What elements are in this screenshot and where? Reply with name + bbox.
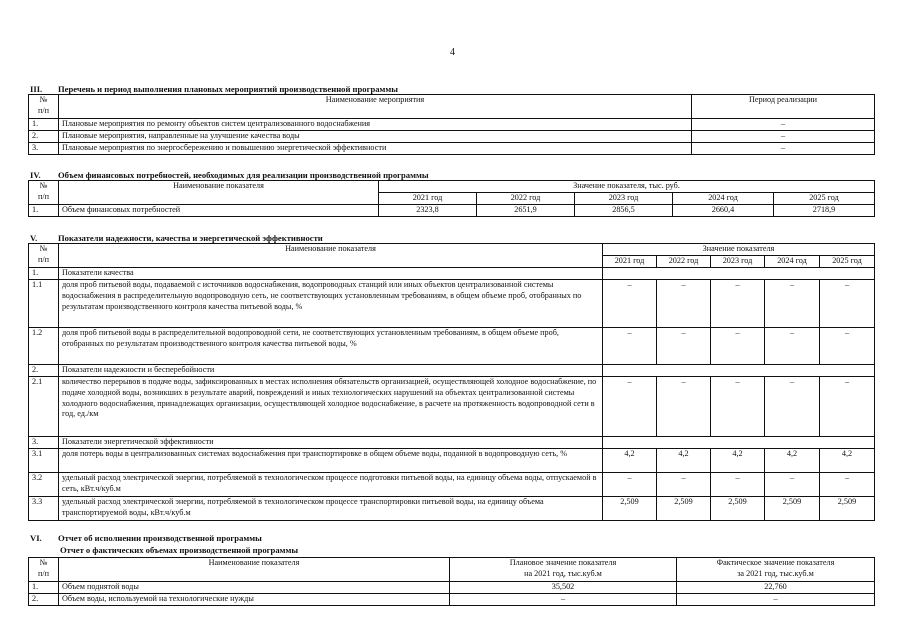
value-cell: – [603,473,657,497]
row-name: Плановые мероприятия по ремонту объектов систем централизованного водоснабжения [59,119,692,131]
col-header-number: № п/п [29,244,59,268]
value-cell: – [765,377,820,437]
value-cell: – [765,473,820,497]
value-cell: – [603,328,657,365]
group-empty-cell [603,365,875,377]
group-row [29,365,875,377]
group-row [29,437,875,449]
value-cell: – [711,473,765,497]
col-header-period: Период реализации [692,95,875,119]
value-cell: – [603,377,657,437]
row-name: доля потерь воды в централизованных системах водоснабжения при транспортировке в общем объеме воды, поданной в водопроводную сеть, % [59,449,603,473]
value-cell: – [657,328,711,365]
year-header: 2021 год [603,256,657,268]
table-row [29,143,875,155]
value-cell: – [765,280,820,328]
value-cell: 2,509 [820,497,875,521]
table-row [29,131,875,143]
section-number: IV. [30,170,41,180]
fact-value: 22,760 [677,582,875,594]
plan-value: – [450,594,677,606]
section-6-heading [30,533,262,543]
year-header: 2025 год [774,193,875,205]
value-cell: 4,2 [820,449,875,473]
row-name: Плановые мероприятия, направленные на улучшение качества воды [59,131,692,143]
col-header-value: Значение показателя [603,244,875,256]
col-header-number: № п/п [29,95,59,119]
section-3-heading [30,84,398,94]
row-number: 2. [29,131,59,143]
row-name: Показатели качества [59,268,603,280]
value-cell: – [657,377,711,437]
row-name: Объем поднятой воды [59,582,450,594]
row-name: удельный расход электрической энергии, потребляемой в технологическом процессе подготовки питьевой воды, на единицу объема воды, отпускаемой в сеть, кВт.ч/куб.м [59,473,603,497]
col-header-name: Наименование показателя [59,244,603,268]
table-row [29,280,875,328]
year-header: 2021 год [379,193,477,205]
value-cell: – [765,328,820,365]
row-name: Объем воды, используемой на технологические нужды [59,594,450,606]
table-row [29,497,875,521]
section-5-heading [30,233,323,243]
value-cell: 2651,9 [477,205,575,217]
row-name: Плановые мероприятия по энергосбережению и повышению энергетической эффективности [59,143,692,155]
section-number: VI. [30,533,42,543]
value-cell: 2,509 [603,497,657,521]
value-cell: – [711,328,765,365]
value-cell: 4,2 [657,449,711,473]
planned-activities-table [28,94,875,155]
col-header-fact: Фактическое значение показателя за 2021 год, тыс.куб.м [677,558,875,582]
value-cell: 2,509 [711,497,765,521]
year-header: 2023 год [711,256,765,268]
section-title: Отчет об исполнении производственной программы [58,533,262,543]
value-cell: 4,2 [765,449,820,473]
row-number: 2.1 [29,377,59,437]
indicators-table [28,243,875,521]
row-number: 1.2 [29,328,59,365]
value-cell: – [820,473,875,497]
table-row [29,594,875,606]
row-number: 3. [29,143,59,155]
value-cell: – [820,377,875,437]
col-header-number: № п/п [29,181,59,205]
year-header: 2023 год [575,193,673,205]
value-cell: – [820,328,875,365]
value-cell: – [657,280,711,328]
value-cell: – [820,280,875,328]
table-row [29,119,875,131]
actual-volumes-table [28,557,875,606]
value-cell: – [603,280,657,328]
row-number: 3. [29,437,59,449]
row-number: 1. [29,268,59,280]
fact-value: – [677,594,875,606]
year-header: 2024 год [765,256,820,268]
table-row [29,205,875,217]
group-row [29,268,875,280]
section-4-heading [30,170,429,180]
financial-needs-table [28,180,875,217]
table-row [29,582,875,594]
row-number: 1. [29,205,59,217]
value-cell: – [711,377,765,437]
year-header: 2024 год [673,193,774,205]
row-name: Показатели надежности и бесперебойности [59,365,603,377]
col-header-plan: Плановое значение показателя на 2021 год, тыс.куб.м [450,558,677,582]
value-cell: 2,509 [657,497,711,521]
section-6-subtitle: Отчет о фактических объемах производственной программы [60,545,299,555]
section-number: III. [30,84,43,94]
value-cell: 4,2 [711,449,765,473]
col-header-value: Значение показателя, тыс. руб. [379,181,875,193]
section-title: Перечень и период выполнения плановых мероприятий производственной программы [58,84,398,94]
row-number: 3.2 [29,473,59,497]
value-cell: 2660,4 [673,205,774,217]
row-period: – [692,131,875,143]
plan-value: 35,502 [450,582,677,594]
row-name: удельный расход электрической энергии, потребляемой в технологическом процессе транспортировки питьевой воды, на единицу объема транспортируемой воды, кВт.ч/куб.м [59,497,603,521]
table-row [29,473,875,497]
row-number: 3.1 [29,449,59,473]
row-number: 3.3 [29,497,59,521]
year-header: 2022 год [657,256,711,268]
row-name: доля проб питьевой воды в распределительной водопроводной сети, не соответствующих установленным требованиям, в общем объеме проб, отобранных по результатам производственного контроля качества питьевой воды, % [59,328,603,365]
value-cell: – [711,280,765,328]
value-cell: 2323,8 [379,205,477,217]
page-number: 4 [450,47,455,58]
value-cell: 2856,5 [575,205,673,217]
year-header: 2022 год [477,193,575,205]
row-number: 1. [29,582,59,594]
value-cell: – [657,473,711,497]
group-empty-cell [603,437,875,449]
value-cell: 2718,9 [774,205,875,217]
col-header-name: Наименование мероприятия [59,95,692,119]
value-cell: 4,2 [603,449,657,473]
row-period: – [692,143,875,155]
row-number: 2. [29,594,59,606]
row-number: 1. [29,119,59,131]
row-name: Показатели энергетической эффективности [59,437,603,449]
section-number: V. [30,233,38,243]
table-row [29,449,875,473]
section-title: Показатели надежности, качества и энергетической эффективности [58,233,323,243]
group-empty-cell [603,268,875,280]
table-row [29,377,875,437]
row-number: 2. [29,365,59,377]
row-number: 1.1 [29,280,59,328]
row-period: – [692,119,875,131]
row-name: количество перерывов в подаче воды, зафиксированных в местах исполнения обязательств организацией, осуществляющей холодное водоснабжение, по подаче холодной воды, возникших в результате аварий, повреждений и иных технологических нарушений на объектах централизованной системы холодного водоснабжения, принадлежащих организации, осуществляющей холодное водоснабжение, в расчете на протяженность водопроводной сети в год, ед./км [59,377,603,437]
col-header-name: Наименование показателя [59,181,379,205]
col-header-number: № п/п [29,558,59,582]
value-cell: 2,509 [765,497,820,521]
col-header-name: Наименование показателя [59,558,450,582]
section-title: Объем финансовых потребностей, необходимых для реализации производственной программы [58,170,429,180]
row-name: Объем финансовых потребностей [59,205,379,217]
row-name: доля проб питьевой воды, подаваемой с источников водоснабжения, водопроводных станций или иных объектов централизованной системы водоснабжения в распределительную водопроводную сеть, не соответствующих установленным требованиям, в общем объеме проб, отобранных по результатам производственного контроля качества питьевой воды, % [59,280,603,328]
year-header: 2025 год [820,256,875,268]
table-row [29,328,875,365]
